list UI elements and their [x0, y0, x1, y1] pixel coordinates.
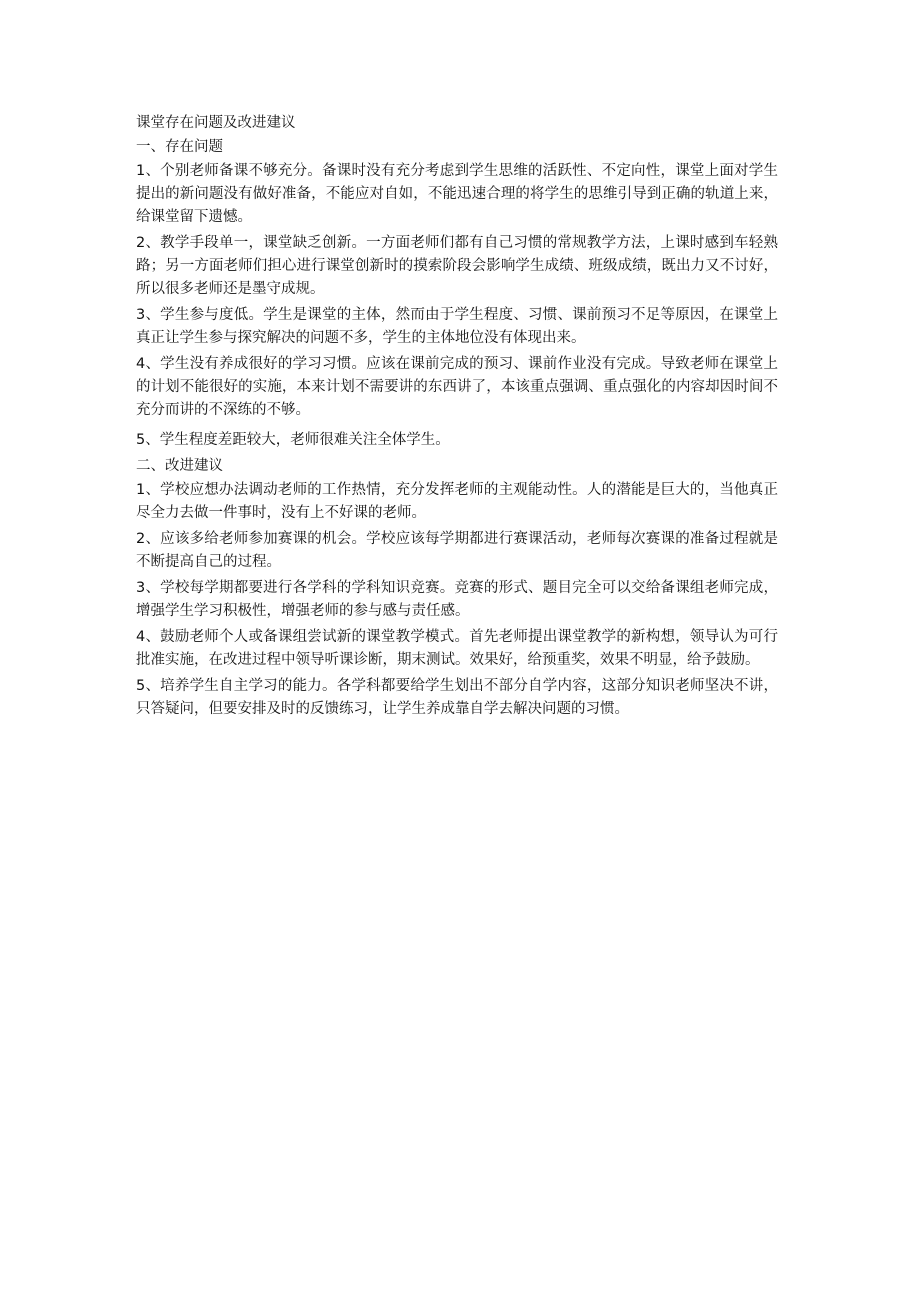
- suggestion-item-1: 1、学校应想办法调动老师的工作热情，充分发挥老师的主观能动性。人的潜能是巨大的，当他真正尽全力去做一件事时，没有上不好课的老师。: [136, 482, 778, 521]
- document-title: 课堂存在问题及改进建议: [136, 115, 296, 131]
- problem-item-2: 2、教学手段单一，课堂缺乏创新。一方面老师们都有自己习惯的常规教学方法，上课时感到车轻熟路；另一方面老师们担心进行课堂创新时的摸索阶段会影响学生成绩、班级成绩，既出力又不讨好，所以很多老师还是墨守成规。: [136, 235, 778, 297]
- problem-item-3: 3、学生参与度低。学生是课堂的主体，然而由于学生程度、习惯、课前预习不足等原因，在课堂上真正让学生参与探究解决的问题不多，学生的主体地位没有体现出来。: [136, 307, 778, 346]
- suggestion-item-4: 4、鼓励老师个人或备课组尝试新的课堂教学模式。首先老师提出课堂教学的新构想，领导认为可行批准实施，在改进过程中领导听课诊断，期末测试。效果好，给预重奖，效果不明显，给予鼓励。: [136, 629, 778, 668]
- section-heading-problems: 一、存在问题: [136, 139, 223, 155]
- suggestion-item-2: 2、应该多给老师参加赛课的机会。学校应该每学期都进行赛课活动，老师每次赛课的准备过程就是不断提高自己的过程。: [136, 531, 778, 570]
- problem-item-5: 5、学生程度差距较大，老师很难关注全体学生。: [136, 432, 450, 448]
- section-heading-suggestions: 二、改进建议: [136, 458, 223, 474]
- suggestion-item-5: 5、培养学生自主学习的能力。各学科都要给学生划出不部分自学内容，这部分知识老师坚决不讲，只答疑问，但要安排及时的反馈练习，让学生养成靠自学去解决问题的习惯。: [136, 678, 778, 717]
- document-page: [136, 112, 778, 724]
- problem-item-4: 4、学生没有养成很好的学习习惯。应该在课前完成的预习、课前作业没有完成。导致老师在课堂上的计划不能很好的实施，本来计划不需要讲的东西讲了，本该重点强调、重点强化的内容却因时间不充分而讲的不深练的不够。: [136, 356, 778, 418]
- problem-item-1: 1、个别老师备课不够充分。备课时没有充分考虑到学生思维的活跃性、不定向性，课堂上面对学生提出的新问题没有做好准备，不能应对自如，不能迅速合理的将学生的思维引导到正确的轨道上来，给课堂留下遗憾。: [136, 163, 778, 225]
- suggestion-item-3: 3、学校每学期都要进行各学科的学科知识竞赛。竞赛的形式、题目完全可以交给备课组老师完成，增强学生学习积极性，增强老师的参与感与责任感。: [136, 580, 778, 619]
